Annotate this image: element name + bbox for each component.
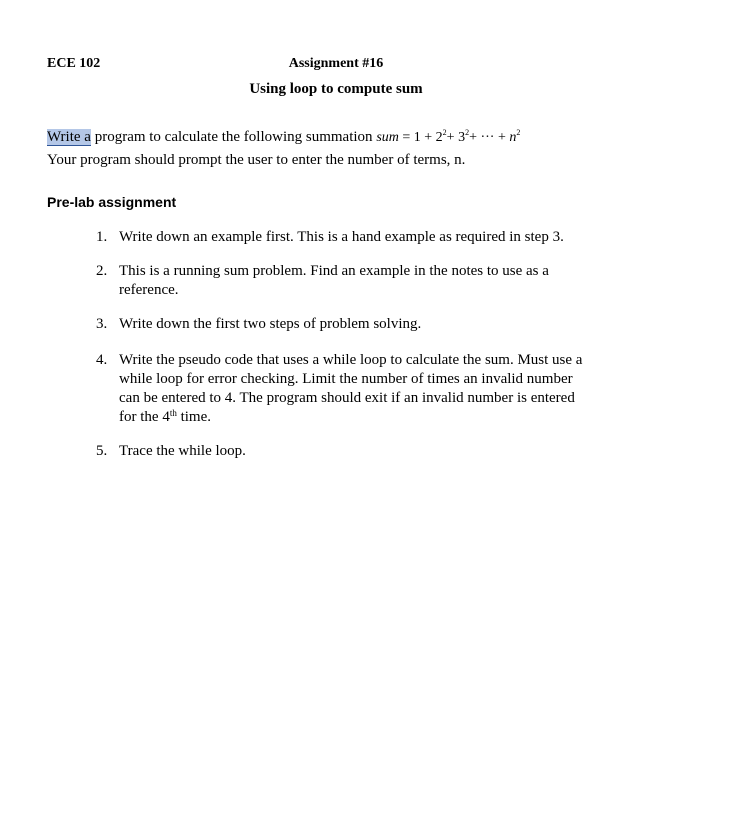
step-number: 2. xyxy=(96,263,108,279)
summation-formula: sum = $1 + 2^2+ 3^2+$ ··· + $n^2$ xyxy=(376,128,521,145)
assignment-title: Using loop to compute sum xyxy=(249,81,423,97)
step-text: Write down the first two steps of problem solving. xyxy=(119,316,422,332)
list-item xyxy=(96,228,596,247)
list-item xyxy=(96,442,596,461)
intro-text: program to calculate the following summation xyxy=(90,129,377,145)
step-number: 5. xyxy=(96,443,108,459)
prelab-steps-list xyxy=(96,228,596,461)
intro-paragraph xyxy=(47,126,687,172)
list-item xyxy=(96,262,596,300)
list-item xyxy=(96,315,596,334)
intro-line-1 xyxy=(47,126,687,149)
intro-line-2: Your program should prompt the user to enter the number of terms, n. xyxy=(47,152,466,168)
step-number: 3. xyxy=(96,316,108,332)
assignment-number: Assignment #16 xyxy=(288,56,384,71)
prelab-heading: Pre-lab assignment xyxy=(47,194,177,210)
step-text: Write down an example first. This is a hand example as required in step 3. xyxy=(119,229,564,245)
step-number: 1. xyxy=(96,229,108,245)
step-text: Write the pseudo code that uses a while loop to calculate the sum. Must use a while loop for error checking. Limit the number of times an invalid number can be entered to 4. The program should exit if an invalid number is entered for the 4th time. xyxy=(119,352,583,425)
formula-n-variable: n xyxy=(509,130,517,145)
step-text: This is a running sum problem. Find an example in the notes to use as a reference. xyxy=(119,263,549,298)
step-number: 4. xyxy=(96,352,108,368)
selected-text-highlight[interactable]: Write a xyxy=(47,129,91,145)
step-text: Trace the while loop. xyxy=(119,443,246,459)
list-item xyxy=(96,351,596,427)
formula-sum-variable: sum xyxy=(376,130,399,145)
course-code: ECE 102 xyxy=(47,56,101,71)
